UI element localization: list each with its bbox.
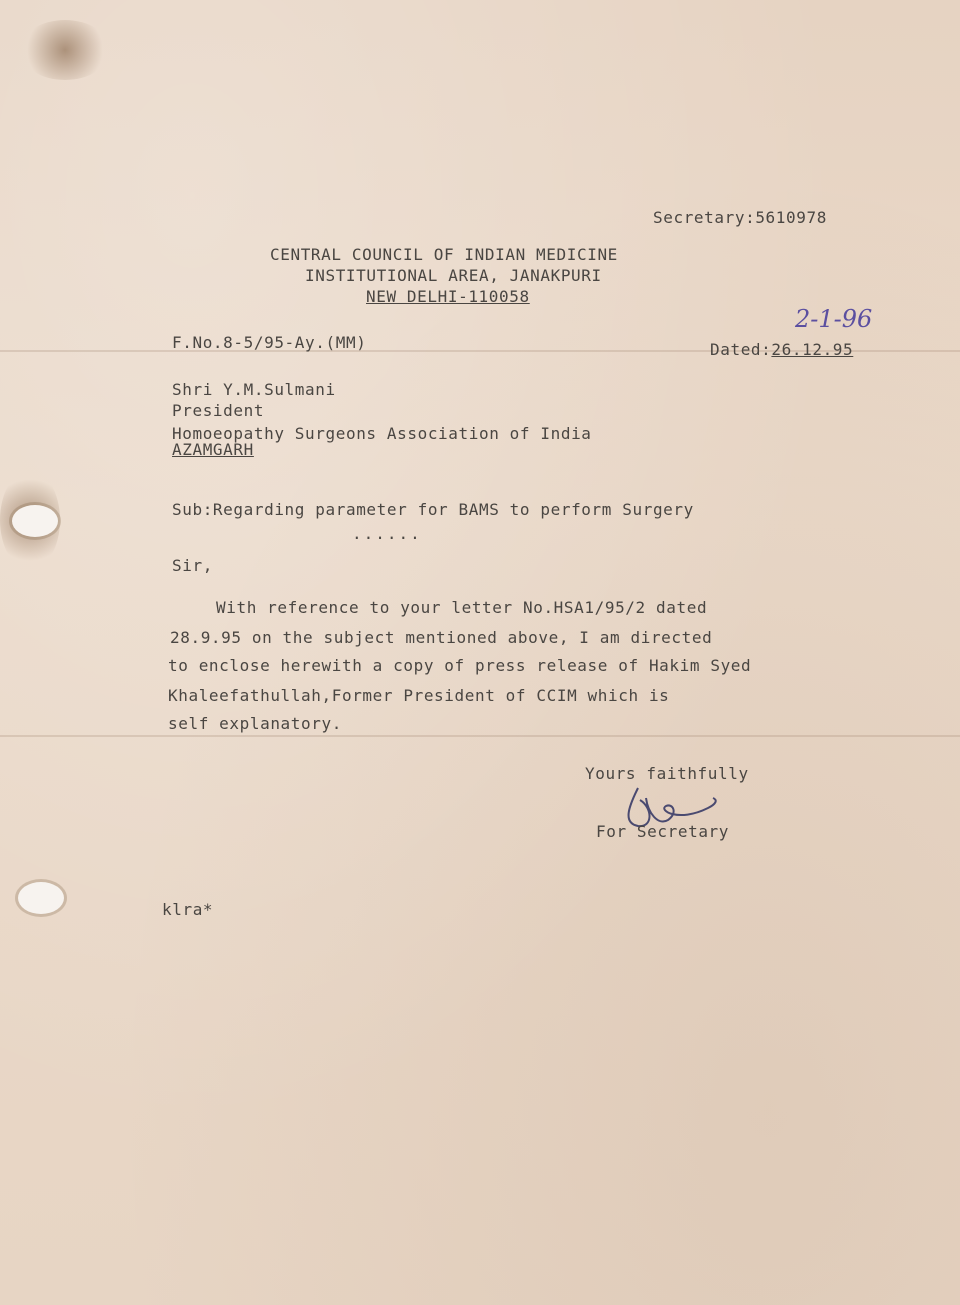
fold-line: [0, 735, 960, 737]
dated-label: Dated:: [710, 340, 772, 359]
file-number: F.No.8-5/95-Ay.(MM): [172, 333, 367, 352]
recipient-city: AZAMGARH: [172, 440, 254, 459]
punch-hole: [12, 505, 58, 537]
subject-dots: ......: [352, 524, 422, 543]
body-line-5: self explanatory.: [168, 714, 342, 733]
secretary-phone: Secretary:5610978: [653, 208, 827, 227]
body-line-2: 28.9.95 on the subject mentioned above, I am directed: [170, 628, 713, 647]
org-name: CENTRAL COUNCIL OF INDIAN MEDICINE: [270, 245, 618, 264]
body-line-4: Khaleefathullah,Former President of CCIM which is: [168, 686, 670, 705]
body-line-3: to enclose herewith a copy of press release of Hakim Syed: [168, 656, 752, 675]
subject-line: Sub:Regarding parameter for BAMS to perform Surgery: [172, 500, 694, 519]
closing: Yours faithfully: [585, 764, 749, 783]
dated-line: [710, 340, 853, 359]
typist-initials: klra*: [162, 900, 214, 919]
signatory: For Secretary: [596, 822, 730, 841]
body-line-1: With reference to your letter No.HSA1/95/2 dated: [216, 598, 708, 617]
recipient-name: Shri Y.M.Sulmani: [172, 380, 336, 399]
handwritten-date: 2-1-96: [795, 305, 873, 333]
org-address: INSTITUTIONAL AREA, JANAKPURI: [305, 266, 602, 285]
punch-hole: [18, 882, 64, 914]
recipient-title: President: [172, 401, 265, 420]
org-city: NEW DELHI-110058: [366, 287, 530, 306]
dated-value: 26.12.95: [771, 340, 854, 359]
recipient-org: Homoeopathy Surgeons Association of India: [172, 424, 592, 443]
stain: [20, 20, 110, 80]
salutation: Sir,: [172, 556, 213, 575]
